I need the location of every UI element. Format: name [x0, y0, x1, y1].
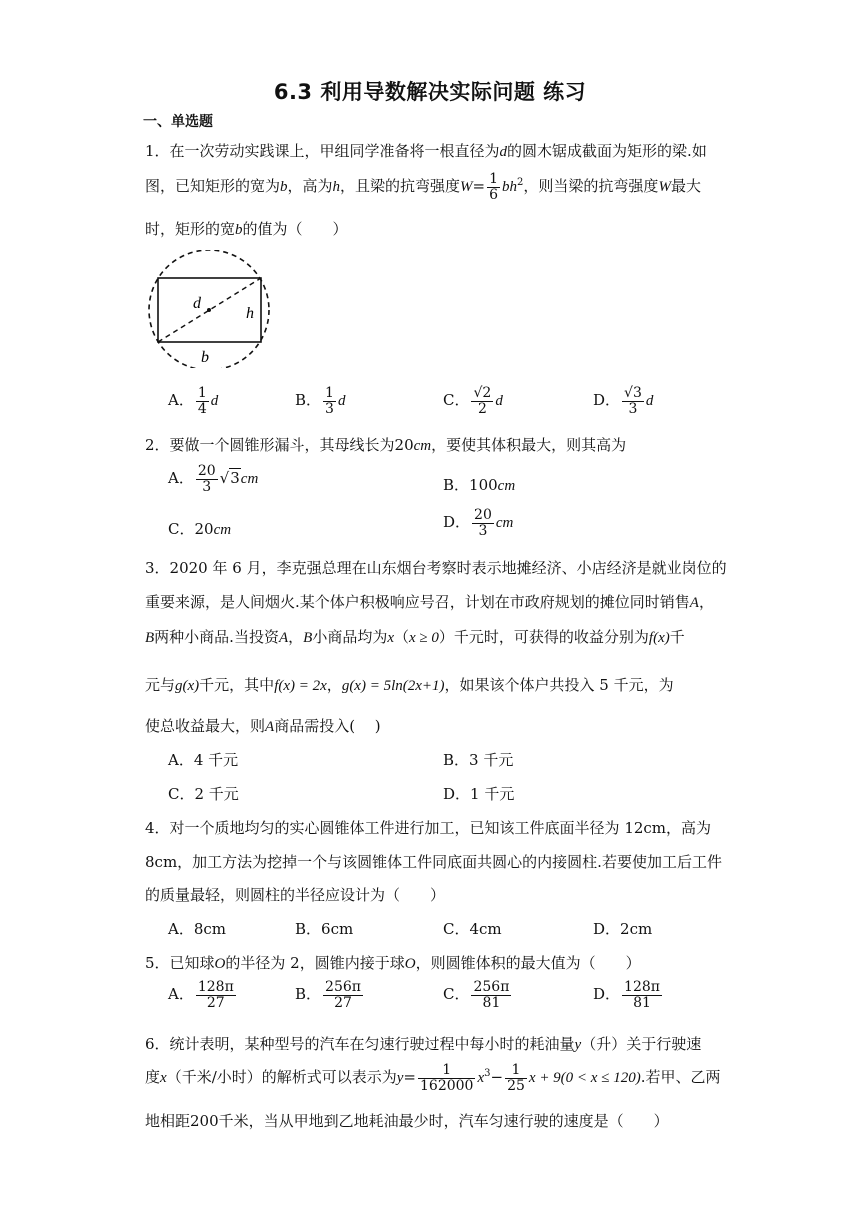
text: 两种小商品.当投资 — [154, 628, 279, 646]
section-heading: 一、单选题 — [143, 114, 213, 130]
radicand: 3 — [230, 469, 240, 488]
denominator: 6 — [489, 186, 499, 203]
var-A: A — [265, 719, 275, 735]
value: 100 — [469, 476, 498, 494]
text: 商品需投入( ) — [274, 717, 381, 735]
q3-line-4 — [145, 674, 674, 695]
text: 重要来源，是人间烟火.某个体户积极响应号召，计划在市政府规划的摊位同时销售 — [145, 593, 690, 611]
q5-option-c[interactable] — [443, 980, 513, 1010]
var-x: x — [387, 630, 394, 646]
text: 千 — [669, 628, 685, 646]
q3-line-1: 3．2020 年 6 月，李克强总理在山东烟台考察时表示地摊经济、小店经济是就业岗位的 — [145, 559, 727, 577]
unit: cm — [240, 471, 259, 488]
denominator: 27 — [334, 994, 352, 1011]
text: ，且梁的抗弯强度 — [340, 177, 461, 196]
var-A: A — [689, 595, 699, 611]
denominator: 4 — [197, 400, 207, 417]
func-g: g — [175, 678, 183, 694]
fraction — [472, 508, 494, 538]
q5-line-1 — [145, 952, 641, 973]
text: .若甲、乙两 — [640, 1068, 721, 1087]
expr-bh: bh — [502, 179, 518, 196]
func-g: g — [341, 678, 350, 694]
text: ，高为 — [287, 177, 333, 196]
q4-option-c[interactable]: C．4cm — [443, 920, 502, 938]
var-O: O — [404, 956, 416, 972]
text: 时，矩形的宽 — [145, 220, 236, 238]
q1-line-2 — [145, 172, 701, 202]
var-b: b — [235, 222, 243, 238]
equals: = — [403, 1068, 416, 1087]
q2-option-d[interactable] — [443, 508, 513, 538]
q4-line-2: 8cm，加工方法为挖掉一个与该圆锥体工件同底面共圆心的内接圆柱.若要使加工后工件 — [145, 853, 722, 871]
numerator: 20 — [474, 507, 492, 523]
equals: = — [472, 177, 486, 196]
var-h: h — [332, 179, 341, 196]
denominator: 162000 — [420, 1077, 474, 1094]
text: 的半径为 2，圆锥内接于球 — [225, 954, 405, 972]
option-tag: D． — [593, 391, 621, 410]
fraction — [622, 980, 662, 1010]
text: 5．已知球 — [145, 954, 215, 972]
q2-option-b[interactable] — [443, 474, 515, 495]
q6-line-2 — [145, 1063, 720, 1093]
text: ，则圆锥体积的最大值为（ ） — [415, 954, 641, 972]
minus: − — [490, 1068, 504, 1087]
fraction — [323, 386, 336, 416]
option-tag: A． — [168, 391, 194, 410]
text: 的值为（ ） — [242, 220, 348, 238]
label-h: h — [246, 305, 254, 322]
denominator: 2 — [477, 400, 487, 417]
q4-line-1: 4．对一个质地均匀的实心圆锥体工件进行加工，已知该工件底面半径为 12cm，高为 — [145, 819, 712, 837]
label-b: b — [201, 349, 209, 366]
q4-option-d[interactable]: D．2cm — [593, 920, 653, 938]
center-dot — [207, 308, 211, 312]
text: 图，已知矩形的宽为 — [145, 177, 281, 196]
denominator: 3 — [325, 400, 334, 417]
fraction — [471, 980, 511, 1010]
denominator: 81 — [633, 994, 651, 1011]
fraction — [487, 172, 500, 202]
q4-option-b[interactable]: B．6cm — [295, 920, 354, 938]
option-tag: A． — [168, 469, 194, 488]
text: ）千元时，可获得的收益分别为 — [438, 628, 649, 646]
arg: (x) — [182, 678, 200, 694]
text: （ — [394, 628, 410, 646]
text: 的圆木锯成截面为矩形的梁.如 — [507, 142, 707, 160]
var-y: y — [574, 1037, 582, 1053]
var-A: A — [278, 630, 289, 646]
q1-line-1 — [145, 140, 707, 161]
text: 千元，其中 — [199, 676, 275, 694]
q2-option-a[interactable] — [168, 464, 258, 494]
sqrt-sign: √ — [219, 469, 230, 488]
denominator: 3 — [478, 522, 488, 539]
superscript: 3 — [484, 1068, 491, 1080]
denominator: 3 — [202, 478, 212, 495]
denominator: 25 — [507, 1077, 525, 1094]
numerator: 256π — [325, 979, 361, 995]
q4-option-a[interactable]: A．8cm — [168, 920, 227, 938]
text: 地相距 — [145, 1112, 191, 1130]
numerator: 128π — [624, 979, 660, 995]
q2-option-c[interactable] — [168, 518, 231, 539]
var-y: y — [396, 1070, 404, 1087]
text: 千米，当从甲地到乙地耗油最少时，汽车匀速行驶的速度是（ ） — [218, 1112, 669, 1130]
option-tag: D． — [593, 985, 621, 1004]
option-tag: A． — [168, 985, 194, 1004]
option-tag: B． — [295, 391, 322, 410]
fraction — [418, 1063, 475, 1093]
page-title: 6.3 利用导数解决实际问题 练习 — [273, 80, 587, 104]
q1-option-c[interactable] — [443, 386, 503, 416]
text: 小商品均为 — [312, 628, 388, 646]
var-d: d — [499, 144, 508, 160]
var-B: B — [145, 630, 155, 646]
numerator: 1 — [505, 1063, 527, 1079]
numerator: 128π — [197, 979, 234, 995]
q3-option-b[interactable]: B．3 千元 — [443, 751, 514, 769]
option-tag: B． — [295, 985, 322, 1004]
unit: cm — [495, 515, 514, 532]
denominator: 27 — [206, 994, 225, 1011]
unit: cm — [213, 522, 232, 538]
text: （升）关于行驶速 — [581, 1035, 702, 1053]
fraction — [622, 386, 644, 416]
q6-line-1 — [145, 1033, 701, 1054]
text: ， — [326, 676, 342, 694]
numerator: 256π — [473, 979, 510, 995]
option-tag: B． — [443, 476, 470, 494]
text: ，如果该个体户共投入 5 千元，为 — [444, 676, 674, 694]
var-x: x — [160, 1070, 167, 1087]
fraction — [196, 386, 209, 416]
beam-figure — [143, 250, 275, 368]
text: （千米/小时）的解析式可以表示为 — [166, 1068, 397, 1087]
var-d: d — [495, 393, 503, 410]
q3-line-2 — [145, 591, 714, 612]
label-d: d — [193, 295, 201, 312]
text: 6．统计表明，某种型号的汽车在匀速行驶过程中每小时的耗油量 — [145, 1035, 575, 1053]
q2-stem — [145, 434, 626, 455]
func-f: f — [274, 678, 279, 694]
text: 1．在一次劳动实践课上，甲组同学准备将一根直径为 — [145, 142, 500, 160]
numerator: 1 — [418, 1063, 475, 1079]
q3-option-a[interactable]: A．4 千元 — [168, 751, 239, 769]
text: 元与 — [145, 676, 176, 694]
var-W: W — [658, 179, 671, 196]
q5-option-d[interactable] — [593, 980, 664, 1010]
numerator: √3 — [624, 385, 642, 401]
numerator: 20 — [197, 463, 216, 479]
number: 20 — [394, 436, 414, 454]
option-tag: C． — [443, 391, 470, 410]
var-x: x — [477, 1070, 485, 1087]
text: ， — [698, 593, 714, 611]
q3-option-c[interactable]: C．2 千元 — [168, 785, 239, 803]
text: 最大 — [670, 177, 701, 196]
condition: x ≥ 0 — [409, 630, 439, 646]
q5-option-b[interactable] — [295, 980, 365, 1010]
number: 200 — [190, 1112, 219, 1130]
expr: (x) = 5ln(2x+1) — [349, 678, 445, 694]
denominator: 81 — [482, 994, 501, 1011]
text: 2．要做一个圆锥形漏斗，其母线长为 — [145, 436, 395, 454]
text: ，则当梁的抗弯强度 — [523, 177, 659, 196]
expr: (x) = 2x — [278, 678, 327, 694]
superscript: 2 — [517, 177, 524, 189]
text: 度 — [145, 1068, 161, 1087]
fraction — [196, 464, 218, 494]
var-B: B — [303, 630, 313, 646]
arg: (x) — [653, 630, 670, 646]
numerator: √2 — [473, 385, 492, 401]
var-d: d — [210, 393, 219, 410]
q5-option-a[interactable] — [168, 980, 238, 1010]
fraction — [471, 386, 493, 416]
var-d: d — [645, 393, 654, 410]
expr: x + 9(0 < x ≤ 120) — [528, 1070, 641, 1087]
var-b: b — [280, 179, 288, 196]
text: 使总收益最大，则 — [145, 717, 266, 735]
q1-option-a[interactable] — [168, 386, 218, 416]
option-tag: C． — [168, 520, 195, 538]
q3-line-3 — [145, 626, 685, 647]
fraction — [196, 980, 236, 1010]
option-tag: D． — [443, 513, 471, 532]
q6-line-3 — [145, 1110, 669, 1131]
func-f: f — [648, 630, 654, 646]
unit: cm — [497, 478, 516, 494]
value: 20 — [194, 520, 214, 538]
q1-line-3 — [145, 218, 348, 239]
q1-option-d[interactable] — [593, 386, 653, 416]
option-tag: C． — [443, 985, 470, 1004]
numerator: 1 — [325, 385, 334, 401]
var-O: O — [214, 956, 226, 972]
q1-option-b[interactable] — [295, 386, 345, 416]
q3-line-5 — [145, 715, 381, 736]
var-d: d — [337, 393, 346, 410]
denominator: 3 — [628, 400, 638, 417]
fraction — [323, 980, 363, 1010]
numerator: 1 — [489, 171, 499, 187]
q3-option-d[interactable]: D．1 千元 — [443, 785, 515, 803]
text: ，要使其体积最大，则其高为 — [431, 436, 627, 454]
fraction — [505, 1063, 527, 1093]
var-W: W — [460, 179, 473, 196]
q4-line-3: 的质量最轻，则圆柱的半径应设计为（ ） — [145, 886, 446, 904]
text: ， — [288, 628, 304, 646]
numerator: 1 — [197, 385, 207, 401]
unit: cm — [413, 438, 432, 454]
